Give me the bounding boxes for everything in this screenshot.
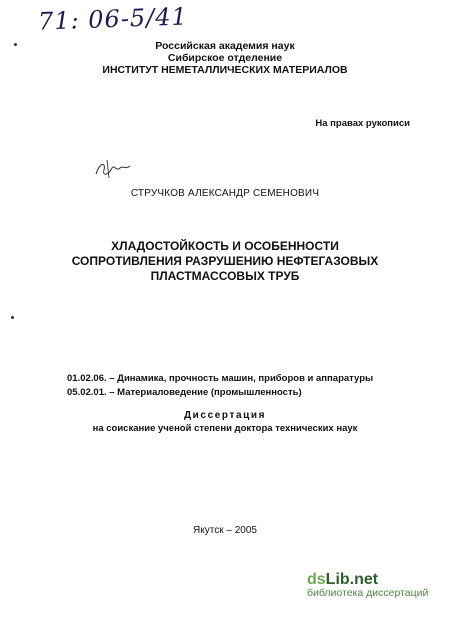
watermark-tagline: библиотека диссертаций bbox=[307, 587, 429, 599]
manuscript-rights-note: На правах рукописи bbox=[315, 118, 410, 129]
degree-line: на соискание ученой степени доктора технических наук bbox=[92, 423, 358, 434]
watermark-brand-rest: Lib.net bbox=[325, 571, 379, 588]
branch-name: Сибирское отделение bbox=[167, 52, 283, 64]
watermark-brand-prefix: ds bbox=[307, 571, 326, 588]
handwritten-signature bbox=[92, 156, 134, 182]
watermark-logo bbox=[307, 571, 428, 599]
title-line: ХЛАДОСТОЙКОСТЬ И ОСОБЕННОСТИ bbox=[111, 239, 339, 253]
dissertation-title bbox=[0, 239, 450, 284]
specialty-code-2: 05.02.01. – Материаловедение (промышленность) bbox=[67, 387, 302, 398]
handwritten-catalog-number: 71: 06-5/41 bbox=[37, 2, 189, 36]
title-line: СОПРОТИВЛЕНИЯ РАЗРУШЕНИЮ НЕФТЕГАЗОВЫХ bbox=[71, 254, 379, 268]
scan-speck bbox=[11, 316, 14, 319]
city-year: Якутск – 2005 bbox=[193, 525, 257, 536]
institute-name: ИНСТИТУТ НЕМЕТАЛЛИЧЕСКИХ МАТЕРИАЛОВ bbox=[102, 64, 348, 76]
academy-name: Российская академия наук bbox=[155, 40, 295, 52]
title-line: ПЛАСТМАССОВЫХ ТРУБ bbox=[150, 269, 300, 283]
specialty-code-1: 01.02.06. – Динамика, прочность машин, приборов и аппаратуры bbox=[67, 373, 374, 384]
dissertation-label: Диссертация bbox=[183, 410, 267, 421]
author-name: СТРУЧКОВ АЛЕКСАНДР СЕМЕНОВИЧ bbox=[130, 188, 320, 199]
